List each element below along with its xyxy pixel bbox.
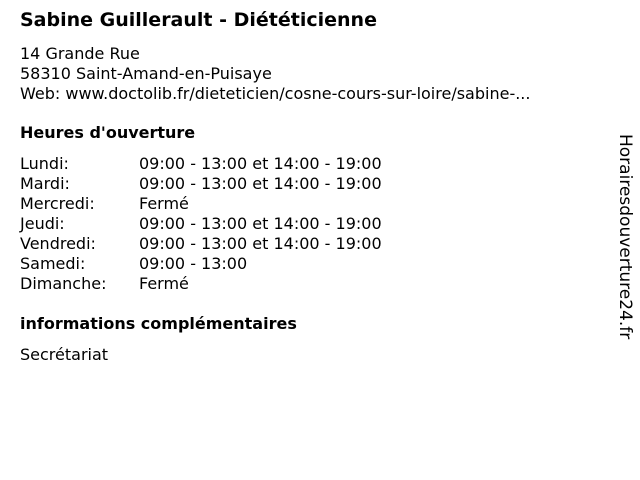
brand-text: Horairesdouverture24.fr bbox=[615, 134, 635, 340]
address-city: 58310 Saint-Amand-en-Puisaye bbox=[20, 64, 272, 83]
additional-info-heading: informations complémentaires bbox=[20, 314, 297, 333]
website-link[interactable]: Web: www.doctolib.fr/dieteticien/cosne-cours-sur-loire/sabine-... bbox=[20, 84, 531, 103]
day-label: Mardi: bbox=[20, 174, 70, 193]
hours-value: Fermé bbox=[139, 194, 189, 213]
hours-value: Fermé bbox=[139, 274, 189, 293]
address-street: 14 Grande Rue bbox=[20, 44, 140, 63]
day-label: Mercredi: bbox=[20, 194, 95, 213]
hours-value: 09:00 - 13:00 et 14:00 - 19:00 bbox=[139, 174, 382, 193]
day-label: Dimanche: bbox=[20, 274, 107, 293]
opening-hours-heading: Heures d'ouverture bbox=[20, 123, 196, 142]
day-label: Samedi: bbox=[20, 254, 86, 273]
day-label: Lundi: bbox=[20, 154, 69, 173]
hours-value: 09:00 - 13:00 et 14:00 - 19:00 bbox=[139, 214, 382, 233]
brand-watermark bbox=[610, 134, 640, 346]
day-label: Jeudi: bbox=[20, 214, 65, 233]
hours-value: 09:00 - 13:00 et 14:00 - 19:00 bbox=[139, 234, 382, 253]
page-title: Sabine Guillerault - Diététicienne bbox=[20, 9, 377, 31]
day-label: Vendredi: bbox=[20, 234, 96, 253]
hours-value: 09:00 - 13:00 et 14:00 - 19:00 bbox=[139, 154, 382, 173]
hours-value: 09:00 - 13:00 bbox=[139, 254, 248, 273]
additional-info-text: Secrétariat bbox=[20, 345, 109, 364]
address-block bbox=[20, 44, 530, 104]
